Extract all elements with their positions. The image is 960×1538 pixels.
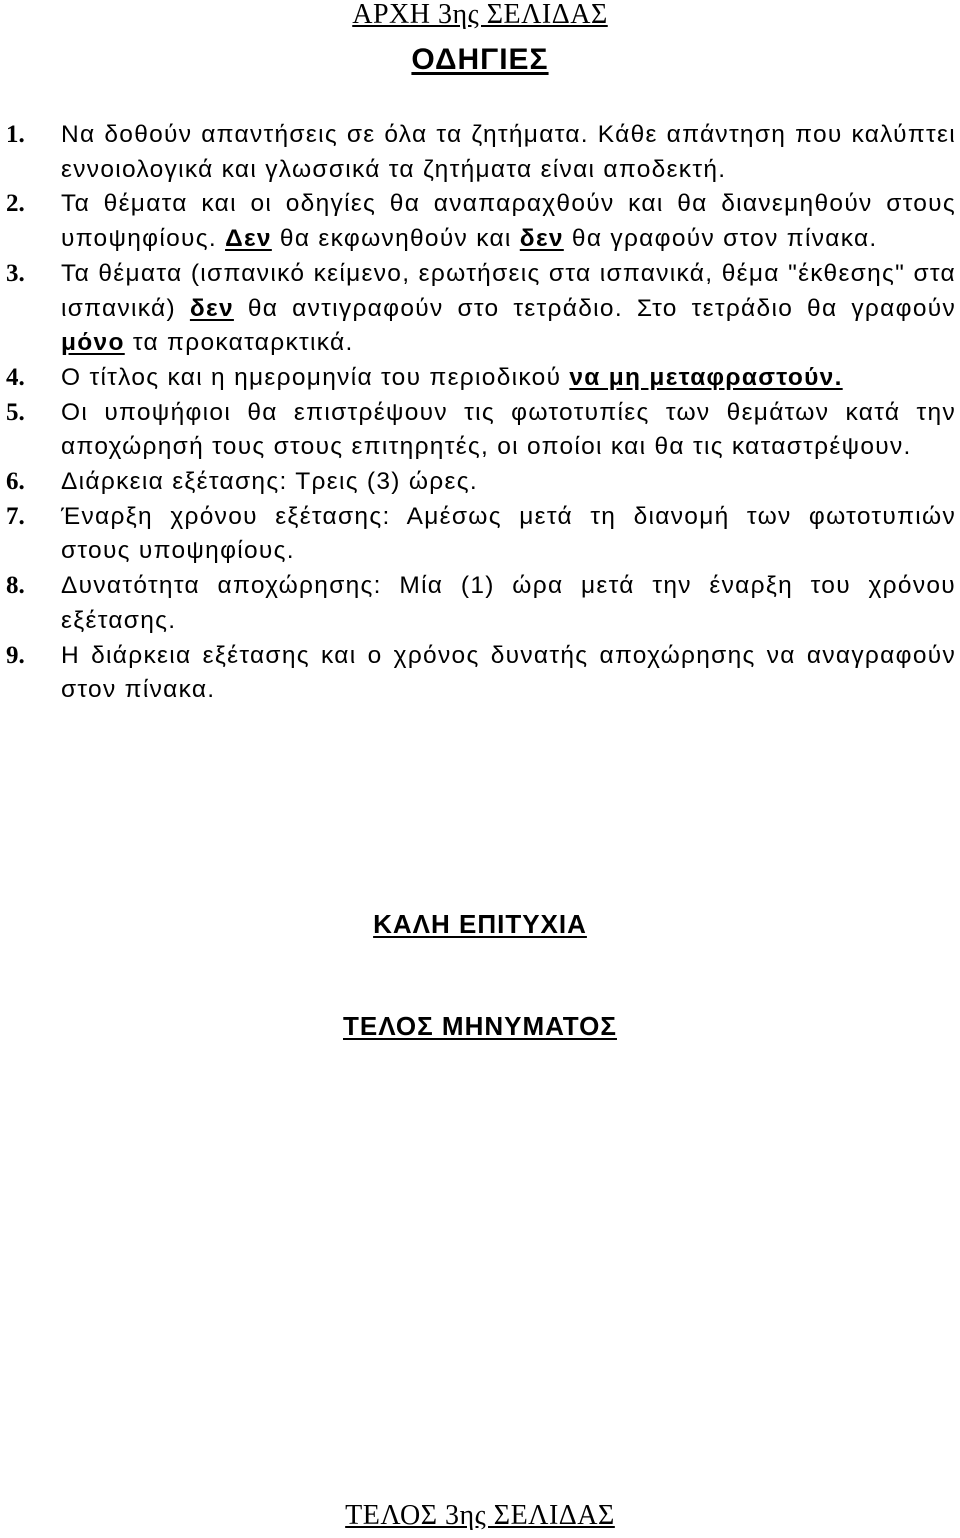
instruction-2 [0,187,956,256]
instruction-1 [0,118,956,187]
instruction-text: Δυνατότητα αποχώρησης: Μία (1) ώρα μετά την έναρξη του χρόνου εξέτασης. [61,572,956,634]
instruction-6 [0,465,956,500]
instruction-text: θα γραφούν στον πίνακα. [563,225,878,253]
end-of-message: ΤΕΛΟΣ ΜΗΝΥΜΑΤΟΣ [343,1011,617,1041]
instruction-number: 2. [6,190,25,218]
emphasis-only: μόνο [61,329,125,357]
emphasis-not: δεν [519,225,564,253]
instruction-text: Έναρξη χρόνου εξέτασης: Αμέσως μετά τη διανομή των φωτοτυπιών στους υποψηφίους. [61,502,956,565]
instruction-4 [0,361,956,396]
instruction-text: Τα θέματα (ισπανικό κείμενο, ερωτήσεις στα ισπανικά, θέμα "έκθεσης" στα ισπανικά) [61,259,956,322]
instruction-number: 5. [6,398,25,426]
instruction-7 [0,500,956,569]
instruction-text: Τα θέματα και οι οδηγίες θα αναπαραχθούν και θα διανεμηθούν στους υποψηφίους. [61,190,956,253]
instruction-text: θα αντιγραφούν στο τετράδιο. Στο τετράδιο θα γραφούν [233,294,956,322]
instruction-number: 9. [6,641,25,669]
instruction-number: 7. [6,502,25,530]
instructions-title: ΟΔΗΓΙΕΣ [411,43,549,76]
instruction-text: Οι υποψήφιοι θα επιστρέψουν τις φωτοτυπίες των θεμάτων κατά την αποχώρησή τους στους επιτηρητές, οι οποίοι και θα τις καταστρέψουν. [61,398,956,461]
instruction-number: 1. [6,121,25,148]
page-end-footer: ΤΕΛΟΣ 3ης ΣΕΛΙΔΑΣ [345,1500,615,1531]
emphasis-not: δεν [189,294,234,322]
instruction-9 [0,639,956,708]
instruction-text: Ο τίτλος και η ημερομηνία του περιοδικού [61,363,570,391]
instruction-text: Να δοθούν απαντήσεις σε όλα τα ζητήματα. Κάθε απάντηση που καλύπτει εννοιολογικά και γλωσσικά τα ζητήματα είναι αποδεκτή. [61,121,956,183]
page-start-header: ΑΡΧΗ 3ης ΣΕΛΙΔΑΣ [352,0,608,30]
instruction-text: Η διάρκεια εξέτασης και ο χρόνος δυνατής αποχώρησης να αναγραφούν στον πίνακα. [61,641,956,704]
good-luck-message: ΚΑΛΗ ΕΠΙΤΥΧΙΑ [373,909,587,939]
emphasis-do-not-translate: να μη μεταφραστούν. [569,363,843,391]
instruction-number: 8. [6,572,25,600]
instruction-text: θα εκφωνηθούν και [271,225,520,253]
instruction-number: 4. [6,363,25,391]
instruction-text: Διάρκεια εξέτασης: Τρεις (3) ώρες. [61,468,478,496]
emphasis-not: Δεν [225,225,272,253]
instruction-number: 3. [6,259,25,287]
instruction-3 [0,257,956,361]
instruction-text: τα προκαταρκτικά. [124,329,354,357]
instruction-5 [0,396,956,465]
instruction-8 [0,569,956,638]
instructions-list [0,118,956,708]
instruction-number: 6. [6,468,25,496]
